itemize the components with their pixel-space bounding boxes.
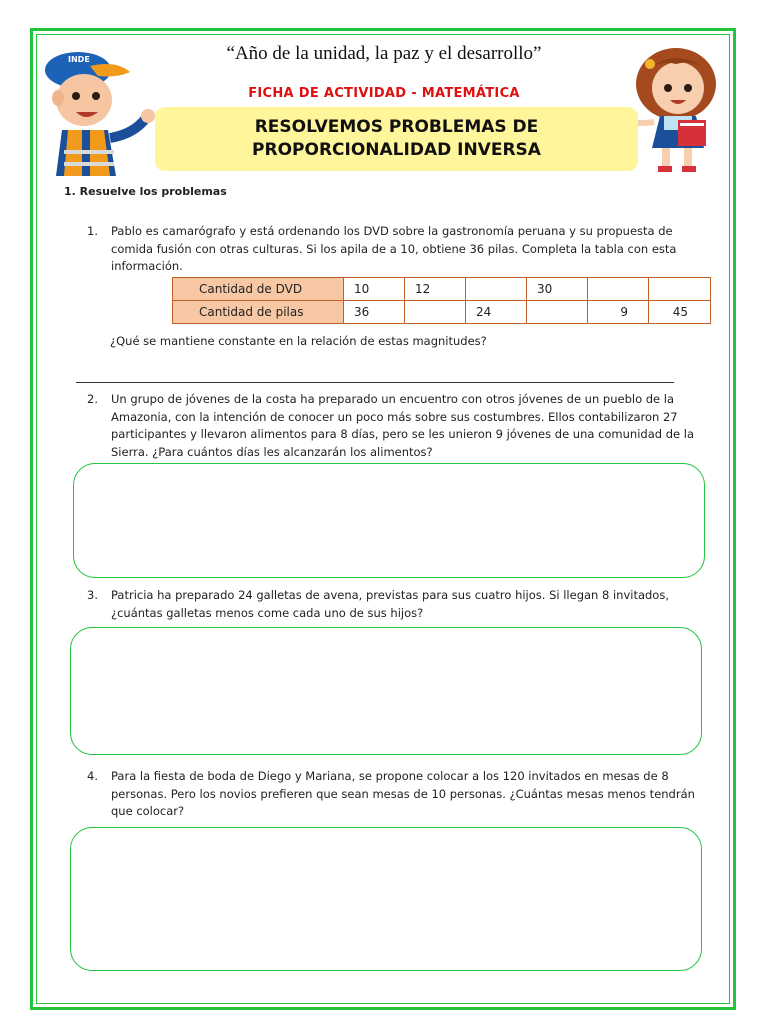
table-cell[interactable] (588, 278, 649, 301)
problem-line: Sierra. ¿Para cuántos días les alcanzarán los alimentos? (111, 444, 433, 459)
table-row (173, 301, 711, 324)
table-cell[interactable]: 30 (527, 278, 588, 301)
answer-box-4[interactable] (70, 827, 702, 971)
problem-text (111, 223, 707, 276)
table-cell[interactable] (466, 278, 527, 301)
problem-text (111, 391, 717, 461)
table-cell[interactable]: 36 (344, 301, 405, 324)
problem-line: Amazonia, con la intención de conocer un poco más sobre sus costumbres. Ellos contabilizaron 27 (111, 409, 678, 424)
problem-line: personas. Pero los novios prefieren que sean mesas de 10 personas. ¿Cuántas mesas menos tendrán (111, 786, 695, 801)
page-title (232, 116, 562, 162)
cap-logo-text: INDE (68, 55, 90, 64)
proportion-table (172, 277, 711, 324)
activity-sheet-label: FICHA DE ACTIVIDAD - MATEMÁTICA (248, 86, 520, 101)
problem-1 (87, 223, 707, 276)
problem-line: participantes y llevaron alimentos para 8 días, pero se les unieron 9 jóvenes de una comunidad de la (111, 427, 694, 441)
problem-3 (87, 587, 707, 622)
title-line-1: RESOLVEMOS PROBLEMAS DE (254, 117, 539, 137)
table-row (173, 278, 711, 301)
problem-number: 2. (87, 392, 98, 406)
problem-line: Pablo es camarógrafo y está ordenando los DVD sobre la gastronomía peruana y su propuesta de (111, 224, 673, 238)
title-banner (155, 107, 638, 171)
problem-text (111, 587, 707, 622)
problem-number: 1. (87, 224, 98, 238)
problem-line: Para la fiesta de boda de Diego y Mariana, se propone colocar a los 120 invitados en mesas de 8 (111, 769, 669, 783)
title-line-2: PROPORCIONALIDAD INVERSA (252, 140, 541, 160)
table-cell[interactable]: 12 (405, 278, 466, 301)
problem-line: Un grupo de jóvenes de la costa ha preparado un encuentro con otros jóvenes de un pueblo de la (111, 392, 675, 406)
table-cell[interactable] (405, 301, 466, 324)
problem-1-question: ¿Qué se mantiene constante en la relación de estas magnitudes? (110, 334, 487, 348)
table-cell[interactable] (527, 301, 588, 324)
row-header-dvd: Cantidad de DVD (173, 278, 344, 301)
instructions-heading: 1. Resuelve los problemas (64, 185, 227, 198)
table-cell[interactable]: 10 (344, 278, 405, 301)
boy-character-illustration (38, 38, 160, 178)
table-cell[interactable] (649, 278, 711, 301)
answer-box-3[interactable] (70, 627, 702, 755)
answer-box-2[interactable] (73, 463, 705, 578)
problem-line: que colocar? (111, 804, 185, 818)
table-cell[interactable]: 9 (588, 301, 649, 324)
problem-line: Patricia ha preparado 24 galletas de avena, previstas para sus cuatro hijos. Si llegan 8 invitados, (111, 588, 669, 602)
problem-line: ¿cuántas galletas menos come cada uno de sus hijos? (111, 605, 424, 620)
row-header-pilas: Cantidad de pilas (173, 301, 344, 324)
table-cell[interactable]: 24 (466, 301, 527, 324)
table-cell[interactable]: 45 (649, 301, 711, 324)
problem-number: 3. (87, 588, 98, 602)
problem-number: 4. (87, 769, 98, 783)
problem-line: comida fusión con otras culturas. Si los apila de a 10, obtiene 36 pilas. Completa la tabla con esta (111, 241, 677, 256)
answer-line[interactable] (76, 382, 674, 383)
problem-text (111, 768, 707, 821)
year-motto: “Año de la unidad, la paz y el desarrollo” (226, 43, 542, 64)
problem-line: información. (111, 259, 183, 273)
problem-4 (87, 768, 707, 821)
problem-2 (87, 391, 717, 461)
